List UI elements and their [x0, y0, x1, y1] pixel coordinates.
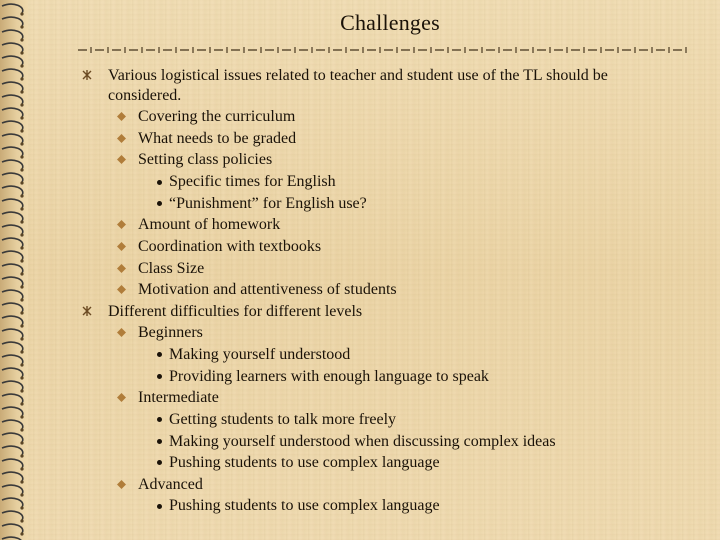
diamond-bullet-icon: [117, 393, 126, 402]
dot-bullet-icon: [157, 374, 162, 379]
diamond-bullet-icon: [117, 220, 126, 229]
diamond-bullet-icon: [117, 242, 126, 251]
spiral-binding-icon: [0, 0, 28, 540]
diamond-bullet-icon: [117, 328, 126, 337]
dot-bullet-icon: [157, 439, 162, 444]
bullet-level3-text: Pushing students to use complex language: [169, 454, 440, 471]
bullet-level3-text: “Punishment” for English use?: [169, 195, 367, 212]
dot-bullet-icon: [157, 352, 162, 357]
x-stitch-bullet-icon: [82, 306, 92, 316]
dot-bullet-icon: [157, 460, 162, 465]
bullet-level2-text: Amount of homework: [138, 216, 281, 233]
diamond-bullet-icon: [117, 480, 126, 489]
bullet-level2-text: Setting class policies: [138, 151, 273, 168]
bullet-level3-text: Making yourself understood when discussing complex ideas: [169, 433, 556, 450]
x-stitch-bullet-icon: [82, 70, 92, 80]
bullet-level2-text: Motivation and attentiveness of students: [138, 281, 397, 298]
bullet-level2-text: What needs to be graded: [138, 130, 297, 147]
dot-bullet-icon: [157, 417, 162, 422]
bullet-level3-text: Making yourself understood: [169, 346, 351, 363]
bullet-level3-text: Specific times for English: [169, 173, 336, 190]
dot-bullet-icon: [157, 504, 162, 509]
diamond-bullet-icon: [117, 285, 126, 294]
bullet-level3-text: Getting students to talk more freely: [169, 411, 397, 428]
bullet-level2-text: Beginners: [138, 324, 203, 341]
diamond-bullet-icon: [117, 134, 126, 143]
bullet-level1-text: Different difficulties for different levels: [108, 303, 363, 320]
bullet-level1-continuation: considered.: [108, 87, 182, 104]
bullet-level2-text: Advanced: [138, 476, 203, 493]
bullet-level1-text: Various logistical issues related to teacher and student use of the TL should be: [108, 67, 608, 84]
dot-bullet-icon: [157, 201, 162, 206]
bullet-level2-text: Coordination with textbooks: [138, 238, 322, 255]
diamond-bullet-icon: [117, 155, 126, 164]
bullet-level3-text: Pushing students to use complex language: [169, 497, 440, 514]
diamond-bullet-icon: [117, 264, 126, 273]
bullet-level2-text: Covering the curriculum: [138, 108, 296, 125]
bullet-level2-text: Class Size: [138, 260, 205, 277]
slide-title: Challenges: [340, 10, 440, 35]
dot-bullet-icon: [157, 180, 162, 185]
diamond-bullet-icon: [117, 112, 126, 121]
title-divider: [78, 46, 690, 54]
bullet-level2-text: Intermediate: [138, 389, 219, 406]
spiral-binding: [0, 0, 28, 540]
bullet-level3-text: Providing learners with enough language to speak: [169, 368, 489, 385]
